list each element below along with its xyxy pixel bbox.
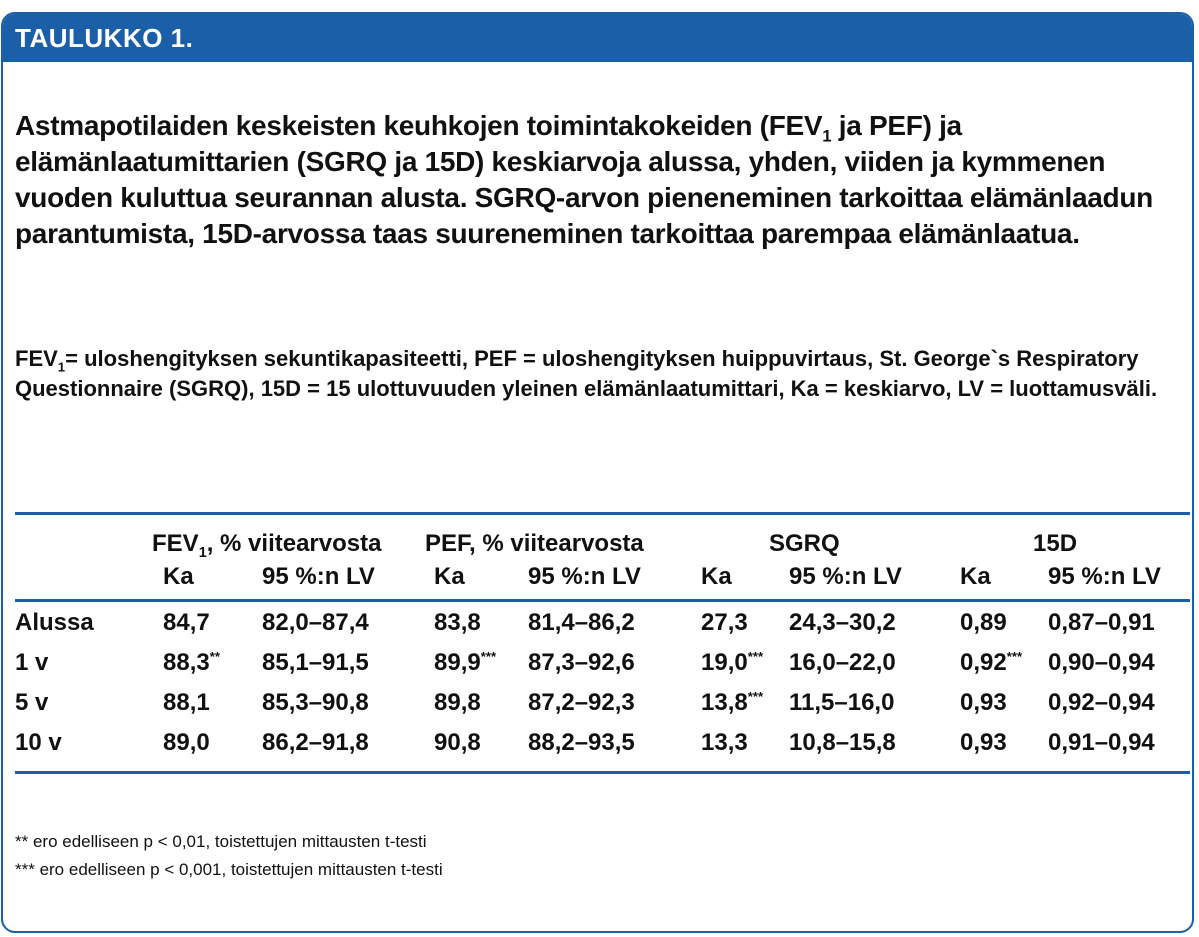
cell-value: 13,3 xyxy=(701,729,748,756)
table-cell xyxy=(528,643,635,683)
column-header: Ka xyxy=(434,563,465,590)
cell-value: 85,3–90,8 xyxy=(262,689,369,716)
cell-value: 0,90–0,94 xyxy=(1048,649,1155,676)
table-cell xyxy=(701,683,763,723)
table-cell xyxy=(960,723,1007,763)
data-table xyxy=(15,512,1190,774)
column-header: 95 %:n LV xyxy=(528,563,641,590)
table-card xyxy=(1,12,1194,933)
group-header-pef: PEF, % viitearvosta xyxy=(425,530,644,557)
row-label: Alussa xyxy=(15,609,94,636)
table-cell xyxy=(789,603,896,643)
cell-value: 13,8 xyxy=(701,689,748,716)
column-header: 95 %:n LV xyxy=(1048,563,1161,590)
table-cell xyxy=(789,643,896,683)
column-header: Ka xyxy=(163,563,194,590)
cell-value: 84,7 xyxy=(163,609,210,636)
cell-value: 11,5–16,0 xyxy=(789,689,895,716)
footnote: ** ero edelliseen p < 0,01, toistettujen mittausten t-testi xyxy=(15,832,427,851)
table-title: Astmapotilaiden keskeisten keuhkojen toimintakokeiden ($FEV_1$ ja PEF) ja elämänlaatumittarien (SGRQ ja 15D) keskiarvoja alussa, yhden, viiden ja kymmenen vuoden kuluttua seurannan alusta. SGRQ-arvon pieneneminen tarkoittaa elämänlaadun parantumista, 15D-arvossa taas suureneminen tarkoittaa parempaa elämänlaatua. xyxy=(15,110,1153,249)
significance-marker: *** xyxy=(480,649,497,664)
cell-value: 0,87–0,91 xyxy=(1048,609,1155,636)
cell-value: 88,1 xyxy=(163,689,210,716)
significance-marker: ** xyxy=(209,649,220,664)
table-cell xyxy=(163,603,210,643)
table-cell xyxy=(262,643,369,683)
table-cell xyxy=(1048,643,1155,683)
table-cell xyxy=(163,723,210,763)
table-cell xyxy=(528,603,635,643)
table-cell xyxy=(434,643,496,683)
table-cell xyxy=(789,683,894,723)
table-cell xyxy=(528,723,635,763)
group-header-fev: $FEV_1$, % viitearvosta xyxy=(152,530,382,561)
column-header: Ka xyxy=(960,563,991,590)
table-cell xyxy=(701,723,748,763)
cell-value: 24,3–30,2 xyxy=(789,609,896,636)
cell-value: 89,0 xyxy=(163,729,210,756)
cell-value: 85,1–91,5 xyxy=(262,649,369,676)
column-header: Ka xyxy=(701,563,732,590)
cell-value: 0,91–0,94 xyxy=(1048,729,1155,756)
table-cell xyxy=(434,723,481,763)
table-header-bar xyxy=(3,14,1192,62)
table-description: $FEV_1=$ uloshengityksen sekuntikapasiteetti, PEF = uloshengityksen huippuvirtaus, St. George`s Respiratory Questionnaire (SGRQ), 15D = 15 ulottuvuuden yleinen elämänlaatumittari, Ka = keskiarvo, LV = luottamusväli. xyxy=(15,346,1158,401)
cell-value: 88,3 xyxy=(163,649,210,676)
table-cell xyxy=(960,603,1007,643)
group-header-15d: 15D xyxy=(1033,530,1078,557)
significance-marker: *** xyxy=(747,689,764,704)
cell-value: 82,0–87,4 xyxy=(262,609,369,636)
table-cell xyxy=(1048,603,1155,643)
table-cell xyxy=(528,683,635,723)
cell-value: 27,3 xyxy=(701,609,748,636)
table-cell xyxy=(163,683,210,723)
cell-value: 89,8 xyxy=(434,689,481,716)
table-cell xyxy=(960,683,1007,723)
cell-value: 0,93 xyxy=(960,729,1007,756)
cell-value: 0,93 xyxy=(960,689,1007,716)
table-cell xyxy=(701,603,748,643)
table-group-header-row xyxy=(15,515,1190,559)
table-cell xyxy=(262,723,369,763)
table-row xyxy=(15,603,1190,643)
table-row xyxy=(15,643,1190,683)
cell-value: 10,8–15,8 xyxy=(789,729,896,756)
row-label: 5 v xyxy=(15,689,49,716)
table-cell xyxy=(1048,683,1155,723)
row-label: 1 v xyxy=(15,649,49,676)
cell-value: 87,2–92,3 xyxy=(528,689,635,716)
table-cell xyxy=(434,603,481,643)
cell-value: 89,9 xyxy=(434,649,481,676)
column-header: 95 %:n LV xyxy=(262,563,375,590)
cell-value: 0,92–0,94 xyxy=(1048,689,1155,716)
table-row xyxy=(15,723,1190,763)
cell-value: 0,89 xyxy=(960,609,1007,636)
table-cell xyxy=(789,723,896,763)
row-label: 10 v xyxy=(15,729,62,756)
table-body xyxy=(15,602,1190,771)
table-cell xyxy=(960,643,1022,683)
column-header: 95 %:n LV xyxy=(789,563,902,590)
footnotes xyxy=(15,828,443,884)
cell-value: 0,92 xyxy=(960,649,1007,676)
cell-value: 16,0–22,0 xyxy=(789,649,896,676)
table-cell xyxy=(163,643,220,683)
group-header-sgrq: SGRQ xyxy=(769,530,840,557)
table-cell xyxy=(701,643,763,683)
cell-value: 88,2–93,5 xyxy=(528,729,635,756)
cell-value: 19,0 xyxy=(701,649,748,676)
cell-value: 90,8 xyxy=(434,729,481,756)
table-cell xyxy=(1048,723,1155,763)
table-cell xyxy=(262,603,369,643)
cell-value: 83,8 xyxy=(434,609,481,636)
table-cell xyxy=(434,683,481,723)
table-number-label: TAULUKKO 1. xyxy=(15,23,194,53)
cell-value: 87,3–92,6 xyxy=(528,649,635,676)
table-cell xyxy=(262,683,369,723)
footnote: *** ero edelliseen p < 0,001, toistettujen mittausten t-testi xyxy=(15,860,443,879)
cell-value: 86,2–91,8 xyxy=(262,729,369,756)
cell-value: 81,4–86,2 xyxy=(528,609,635,636)
table-row xyxy=(15,683,1190,723)
table-subheader-row xyxy=(15,559,1190,602)
significance-marker: *** xyxy=(747,649,764,664)
significance-marker: *** xyxy=(1006,649,1023,664)
